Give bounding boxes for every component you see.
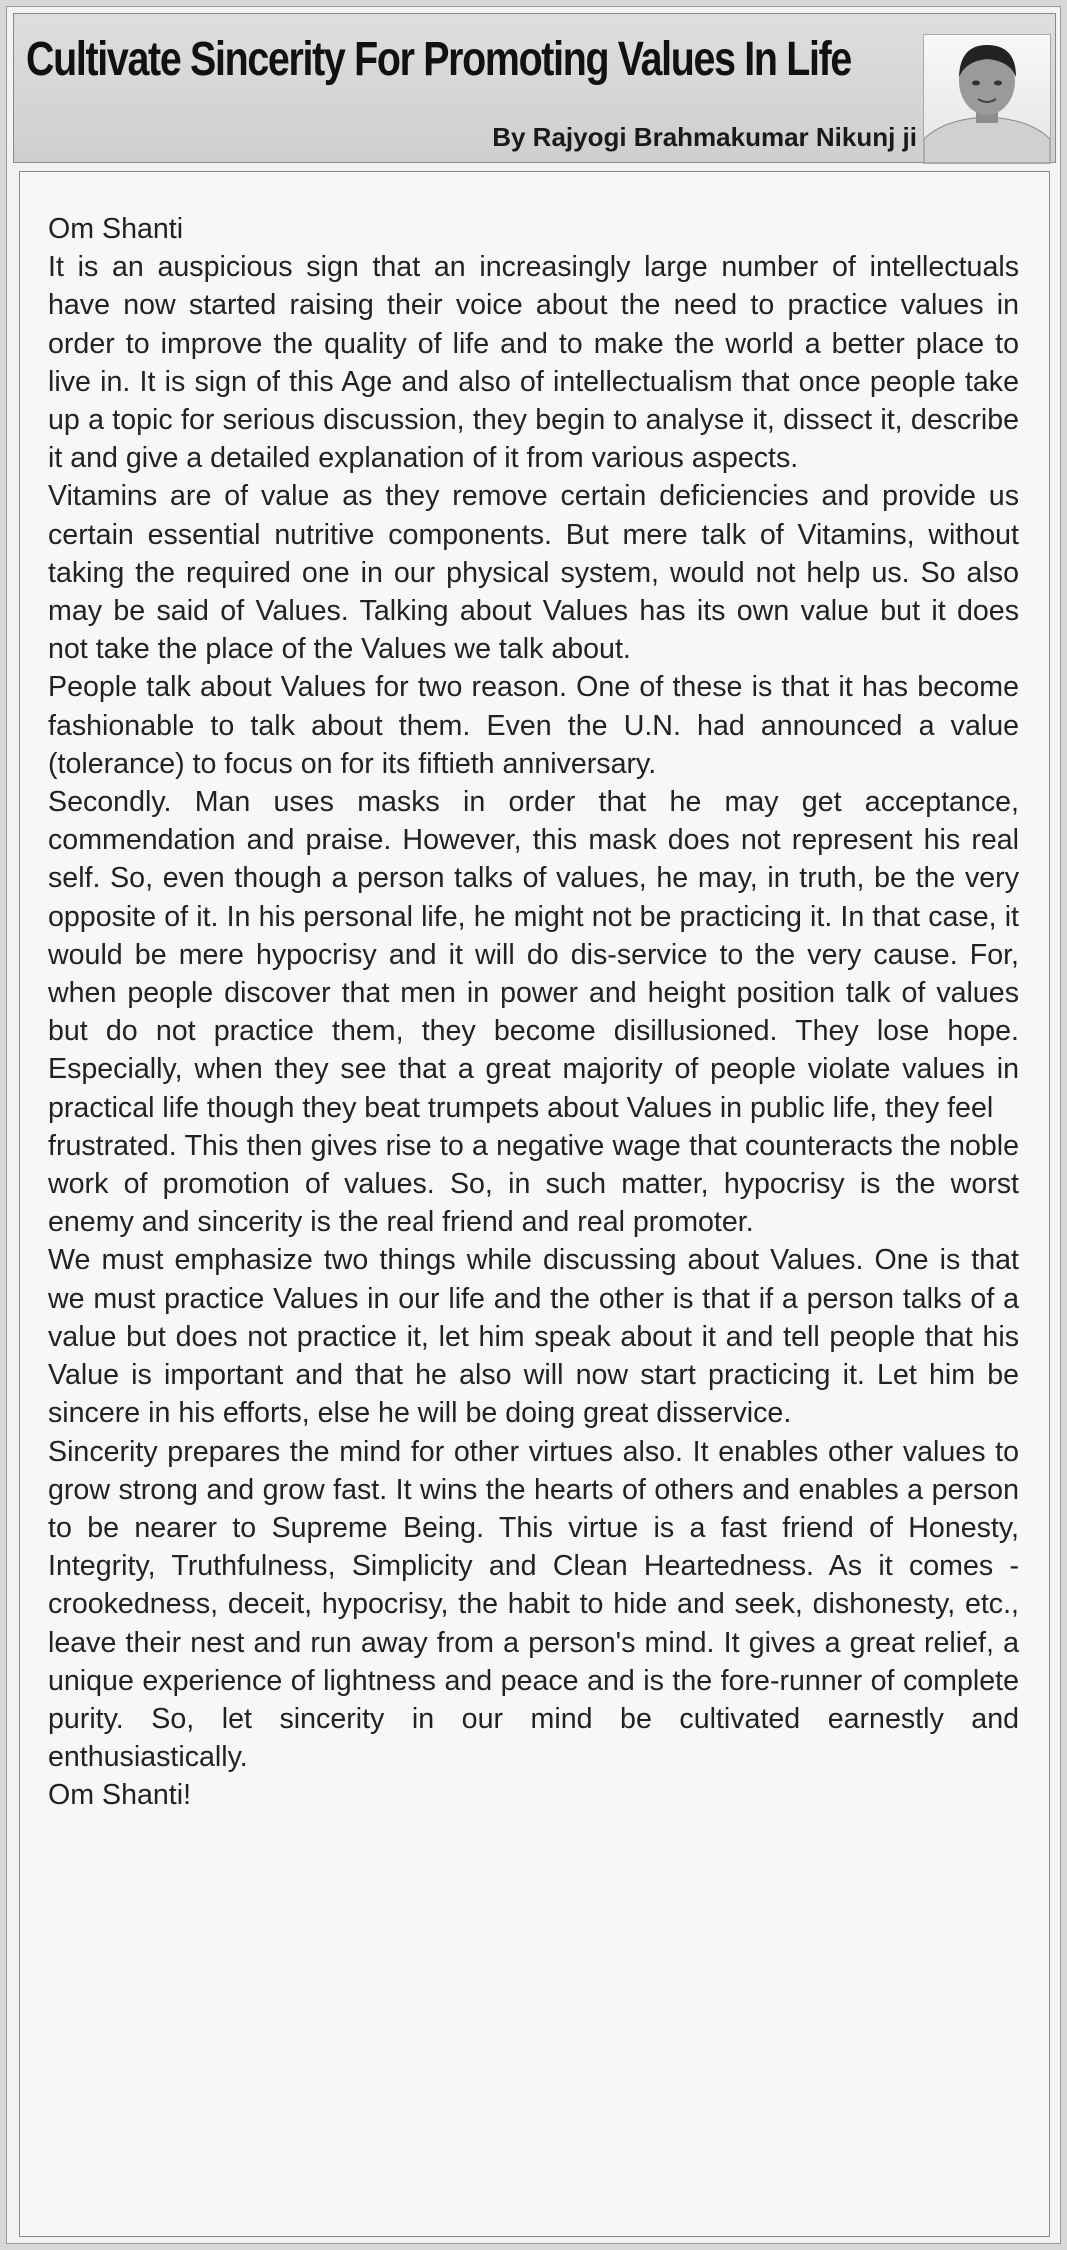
article-title: Cultivate Sincerity For Promoting Values In Life bbox=[26, 33, 851, 86]
article-paragraph: Sincerity prepares the mind for other virtues also. It enables other values to grow strong and grow fast. It wins the hearts of others and enables a person to be nearer to Supreme Being. This virtue is a fast friend of Honesty, Integrity, Truthfulness, Simplicity and Clean Heartedness. As it comes - crookedness, deceit, hypocrisy, the habit to hide and seek, dishonesty, etc., leave their nest and run away from a person's mind. It gives a great relief, a unique experience of lightness and peace and is the fore-runner of complete purity. So, let sincerity in our mind be cultivated earnestly and enthusiastically. bbox=[48, 1435, 1019, 1774]
article-paragraph: It is an auspicious sign that an increasingly large number of intellectuals have now started raising their voice about the need to practice values in order to improve the quality of life and to make the world a better place to live in. It is sign of this Age and also of intellectualism that once people take up a topic for serious discussion, they begin to analyse it, dissect it, describe it and give a detailed explanation of it from various aspects. bbox=[48, 251, 1019, 475]
author-photo bbox=[923, 34, 1051, 164]
newspaper-clipping bbox=[6, 6, 1061, 2244]
header-banner bbox=[13, 13, 1056, 163]
article-paragraph: People talk about Values for two reason. One of these is that it has become fashionable to talk about them. Even the U.N. had announced a value (tolerance) to focus on for its fiftieth anniversary. bbox=[48, 671, 1019, 780]
article-paragraph: We must emphasize two things while discussing about Values. One is that we must practice Values in our life and the other is that if a person talks of a value but does not practice it, let him speak about it and tell people that his Value is important and that he also will now start practicing it. Let him be sincere in his efforts, else he will be doing great disservice. bbox=[48, 1244, 1019, 1430]
article-body bbox=[19, 171, 1050, 2237]
article-paragraph: frustrated. This then gives rise to a negative wage that counteracts the noble work of promotion of values. So, in such matter, hypocrisy is the worst enemy and sincerity is the real friend and real promoter. bbox=[48, 1129, 1019, 1239]
article-paragraph: Secondly. Man uses masks in order that he may get acceptance, commendation and praise. However, this mask does not represent his real self. So, even though a person talks of values, he may, in truth, be the very opposite of it. In his personal life, he might not be practicing it. In that case, it would be mere hypocrisy and it will do dis-service to the very cause. For, when people discover that men in power and height position talk of values but do not practice them, they become disillusioned. They lose hope. Especially, when they see that a great majority of people violate values in practical life though they beat trumpets about Values in public life, they feel bbox=[48, 786, 1019, 1124]
author-portrait-icon bbox=[924, 35, 1050, 163]
article-paragraph: Vitamins are of value as they remove certain deficiencies and provide us certain essential nutritive components. But mere talk of Vitamins, without taking the required one in our physical system, would not help us. So also may be said of Values. Talking about Values has its own value but it does not take the place of the Values we talk about. bbox=[48, 480, 1019, 666]
article-paragraph: Om Shanti bbox=[48, 213, 184, 245]
article-paragraph: Om Shanti! bbox=[48, 1779, 192, 1812]
author-byline: By Rajyogi Brahmakumar Nikunj ji bbox=[492, 122, 917, 152]
